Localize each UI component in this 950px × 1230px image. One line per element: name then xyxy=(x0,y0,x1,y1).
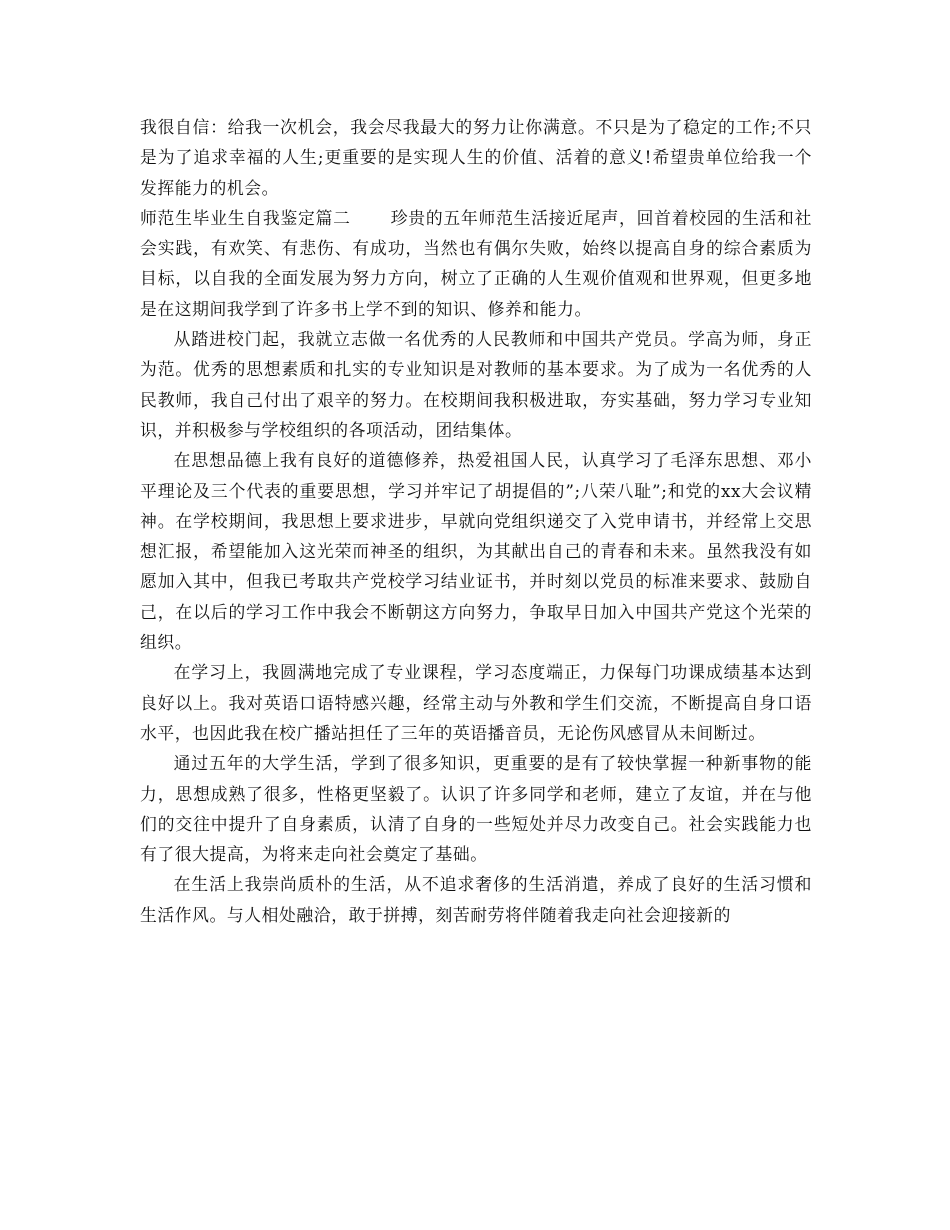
paragraph-growth xyxy=(140,748,812,869)
document-body xyxy=(140,112,812,930)
paragraph-section-two-intro xyxy=(140,203,812,324)
paragraph-life xyxy=(140,869,812,930)
paragraph-text: 珍贵的五年师范生活接近尾声，回首着校园的生活和社会实践，有欢笑、有悲伤、有成功，当然也有偶尔失败，始终以提高自身的综合素质为目标，以自我的全面发展为努力方向，树立了正确的人生观价值观和世界观，但更多地是在这期间我学到了许多书上学不到的知识、修养和能力。 xyxy=(140,207,813,319)
paragraph-study xyxy=(140,657,812,748)
paragraph-text: 在思想品德上我有良好的道德修养，热爱祖国人民，认真学习了毛泽东思想、邓小平理论及三个代表的重要思想，学习并牢记了胡提倡的”;八荣八耻”;和党的xx大会议精神。在学校期间，我思想上要求进步，早就向党组织递交了入党申请书，并经常上交思想汇报，希望能加入这光荣而神圣的组织，为其献出自己的青春和未来。虽然我没有如愿加入其中，但我已考取共产党校学习结业证书，并时刻以党员的标准来要求、鼓励自己，在以后的学习工作中我会不断朝这方向努力，争取早日加入中国共产党这个光荣的组织。 xyxy=(140,450,812,653)
paragraph-text: 我很自信：给我一次机会，我会尽我最大的努力让你满意。不只是为了稳定的工作;不只是为了追求幸福的人生;更重要的是实现人生的价值、活着的意义!希望贵单位给我一个发挥能力的机会。 xyxy=(140,117,812,198)
paragraph-text: 从踏进校门起，我就立志做一名优秀的人民教师和中国共产党员。学高为师，身正为范。优秀的思想素质和扎实的专业知识是对教师的基本要求。为了成为一名优秀的人民教师，我自己付出了艰辛的努力。在校期间我积极进取，夯实基础，努力学习专业知识，并积极参与学校组织的各项活动，团结集体。 xyxy=(140,329,812,440)
paragraph-ideology xyxy=(140,445,812,657)
paragraph-text: 通过五年的大学生活，学到了很多知识，更重要的是有了较快掌握一种新事物的能力，思想成熟了很多，性格更坚毅了。认识了许多同学和老师，建立了友谊，并在与他们的交往中提升了自身素质，认清了自身的一些短处并尽力改变自己。社会实践能力也有了很大提高，为将来走向社会奠定了基础。 xyxy=(140,753,812,865)
section-title: 师范生毕业生自我鉴定篇二 xyxy=(140,207,351,228)
paragraph-aspiration xyxy=(140,324,812,445)
paragraph-closing-statement xyxy=(140,112,812,203)
paragraph-text: 在生活上我崇尚质朴的生活，从不追求奢侈的生活消遣，养成了良好的生活习惯和生活作风。与人相处融洽，敢于拼搏，刻苦耐劳将伴随着我走向社会迎接新的 xyxy=(140,874,812,925)
paragraph-text: 在学习上，我圆满地完成了专业课程，学习态度端正，力保每门功课成绩基本达到良好以上。我对英语口语特感兴趣，经常主动与外教和学生们交流，不断提高自身口语水平，也因此我在校广播站担任了三年的英语播音员，无论伤风感冒从未间断过。 xyxy=(140,662,812,743)
